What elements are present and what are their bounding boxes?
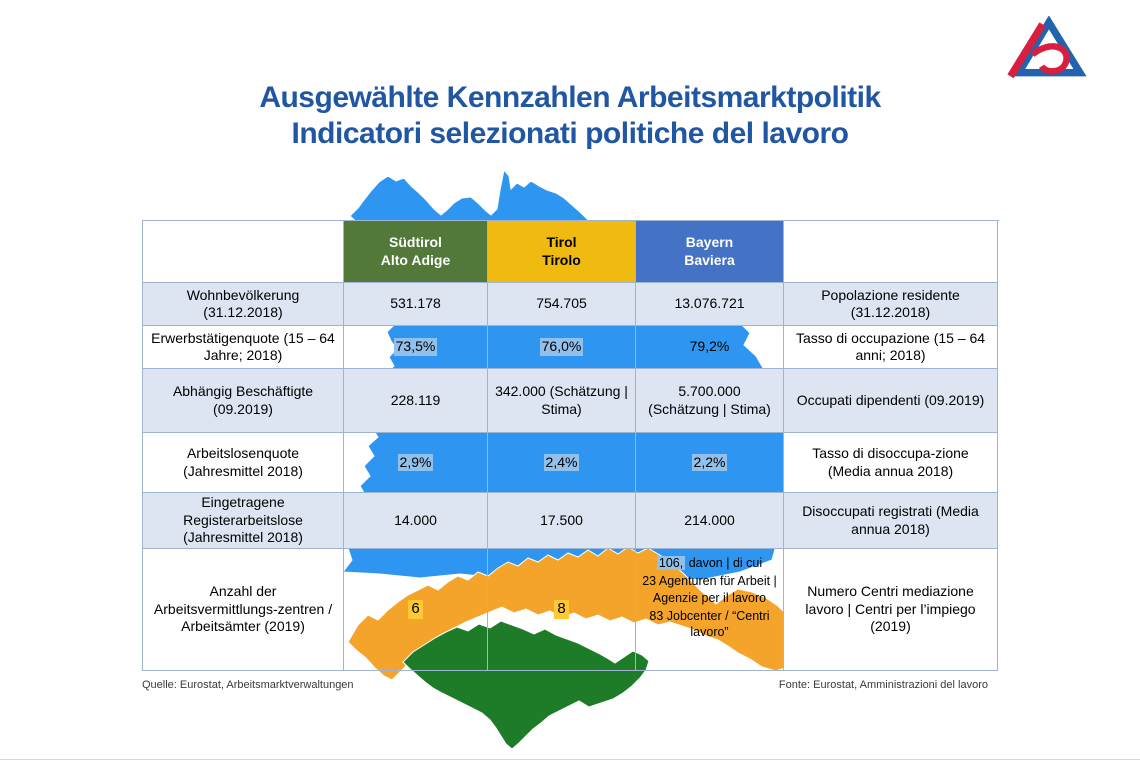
- value-suedtirol: 14.000: [344, 493, 488, 549]
- header-blank-right: [784, 221, 998, 283]
- value-tirol: 17.500: [488, 493, 636, 549]
- page-title-it: Indicatori selezionati politiche del lavoro: [291, 117, 849, 150]
- row-label-it: Tasso di disoccupa-zione (Media annua 2018): [784, 433, 998, 493]
- header-bayern: Bayern Baviera: [636, 221, 784, 283]
- row-label-it: Disoccupati registrati (Media annua 2018): [784, 493, 998, 549]
- value-tirol: 76,0%: [488, 326, 636, 369]
- row-label-it: Popolazione residente (31.12.2018): [784, 283, 998, 326]
- value-tirol: 342.000 (Schätzung | Stima): [488, 369, 636, 433]
- value-tirol: 8: [488, 549, 636, 671]
- row-label-de: Wohnbevölkerung (31.12.2018): [143, 283, 344, 326]
- row-label-it: Tasso di occupazione (15 – 64 anni; 2018): [784, 326, 998, 369]
- row-label-de: Eingetragene Registerarbeitslose (Jahresmittel 2018): [143, 493, 344, 549]
- page-title-de: Ausgewählte Kennzahlen Arbeitsmarktpolitik: [259, 81, 881, 114]
- indicators-table: [142, 220, 999, 671]
- row-label-de: Erwerbstätigenquote (15 – 64 Jahre; 2018): [143, 326, 344, 369]
- row-label-it: Occupati dipendenti (09.2019): [784, 369, 998, 433]
- header-suedtirol: Südtirol Alto Adige: [344, 221, 488, 283]
- value-suedtirol: 228.119: [344, 369, 488, 433]
- header-blank-left: [143, 221, 344, 283]
- source-note-it: Fonte: Eurostat, Amministrazioni del lavoro: [778, 679, 988, 691]
- value-suedtirol: 531.178: [344, 283, 488, 326]
- value-suedtirol: 6: [344, 549, 488, 671]
- header-tirol: Tirol Tirolo: [488, 221, 636, 283]
- value-tirol: 754.705: [488, 283, 636, 326]
- row-label-de: Arbeitslosenquote (Jahresmittel 2018): [143, 433, 344, 493]
- row-label-it: Numero Centri mediazione lavoro | Centri per l’impiego (2019): [784, 549, 998, 671]
- labor-agency-logo-icon: [1006, 16, 1090, 80]
- value-tirol: 2,4%: [488, 433, 636, 493]
- row-label-de: Anzahl der Arbeitsvermittlungs-zentren / Arbeitsämter (2019): [143, 549, 344, 671]
- source-note-de: Quelle: Eurostat, Arbeitsmarktverwaltungen: [142, 679, 354, 691]
- value-bayern: 79,2%: [636, 326, 784, 369]
- value-suedtirol: 2,9%: [344, 433, 488, 493]
- row-label-de: Abhängig Beschäftigte (09.2019): [143, 369, 344, 433]
- value-bayern: 106, davon | di cui 23 Agenturen für Arbeit | Agenzie per il lavoro 83 Jobcenter / “Centri lavoro”: [636, 549, 784, 671]
- value-bayern: 214.000: [636, 493, 784, 549]
- value-bayern: 5.700.000 (Schätzung | Stima): [636, 369, 784, 433]
- bottom-divider: [0, 759, 1140, 760]
- value-suedtirol: 73,5%: [344, 326, 488, 369]
- value-bayern: 2,2%: [636, 433, 784, 493]
- page-title: [0, 80, 1140, 152]
- value-bayern: 13.076.721: [636, 283, 784, 326]
